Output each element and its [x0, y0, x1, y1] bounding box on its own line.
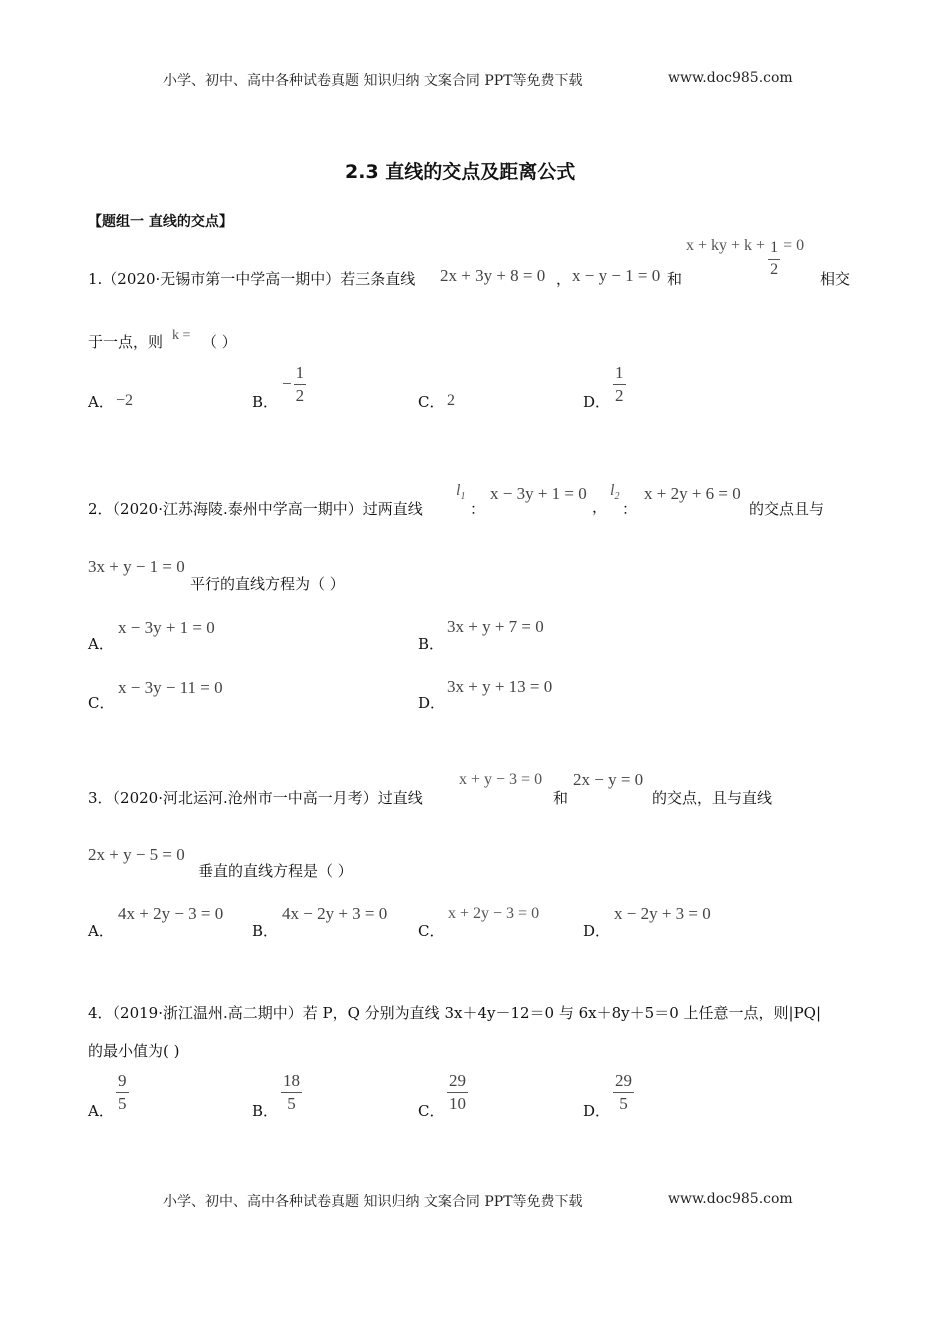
- q1-var: k =: [172, 328, 191, 343]
- q1-option-d: [613, 364, 626, 405]
- q3-option-b-label: B．: [252, 922, 279, 940]
- q4-option-d: [613, 1072, 634, 1113]
- q1-eq3-left: x + ky + k +: [686, 237, 766, 255]
- q3-option-b: 4x − 2y + 3 = 0: [282, 904, 388, 923]
- q1-option-d-den: 2: [615, 385, 624, 405]
- q1-eq3: [686, 237, 805, 279]
- q3-eq3: 2x + y − 5 = 0: [88, 845, 185, 864]
- q2-eq3: 3x + y − 1 = 0: [88, 557, 185, 576]
- q4-option-c-label: C．: [418, 1102, 445, 1120]
- q1-eq3-den: 2: [770, 260, 779, 278]
- q4-option-c-num: 29: [449, 1071, 466, 1090]
- q2-option-c: x − 3y − 11 = 0: [118, 678, 223, 697]
- q4-option-a-num: 9: [118, 1071, 127, 1090]
- q3-option-d: x − 2y + 3 = 0: [614, 904, 711, 923]
- q2-l1: [456, 482, 465, 502]
- q4-option-c-den: 10: [449, 1093, 466, 1113]
- q2-colon2: ：: [622, 500, 638, 518]
- q2-l1-letter: l: [456, 482, 461, 499]
- q2-option-c-label: C．: [88, 694, 115, 712]
- q1-paren: （ ）: [202, 333, 237, 351]
- q1-option-c: 2: [447, 392, 455, 409]
- q4-option-b-frac: [281, 1072, 302, 1113]
- q1-option-d-label: D．: [583, 393, 611, 411]
- q4-option-d-label: D．: [583, 1102, 611, 1120]
- q1-option-d-frac: [613, 364, 626, 405]
- q4-option-b-den: 5: [287, 1093, 296, 1113]
- q3-eq1: x + y − 3 = 0: [459, 771, 543, 788]
- q3-eq2: 2x − y = 0: [573, 770, 644, 789]
- q4-option-b-label: B．: [252, 1102, 279, 1120]
- q1-eq1: 2x + 3y + 8 = 0: [440, 266, 546, 285]
- q2-option-b: 3x + y + 7 = 0: [447, 617, 544, 636]
- q1-option-b: [282, 364, 306, 405]
- q4-option-a-den: 5: [118, 1093, 127, 1113]
- q1-option-a: −2: [116, 392, 134, 409]
- q3-option-d-label: D．: [583, 922, 611, 940]
- q3-and: 和: [553, 789, 569, 807]
- q3-tail: 的交点，且与直线: [652, 789, 773, 807]
- footer-url: www.doc985.com: [668, 1191, 793, 1207]
- q2-line2: 平行的直线方程为（ ）: [190, 575, 345, 593]
- q1-eq3-frac: [768, 240, 780, 279]
- q2-option-a-label: A．: [88, 635, 114, 653]
- q4-option-a-label: A．: [88, 1102, 114, 1120]
- q3-option-c-label: C．: [418, 922, 445, 940]
- q2-option-d-label: D．: [418, 694, 446, 712]
- q1-eq2: x − y − 1 = 0: [572, 266, 661, 285]
- q2-l2-letter: l: [610, 482, 615, 499]
- q2-l1-sub: 1: [460, 491, 466, 503]
- q2-stem: 2．（2020·江苏海陵.泰州中学高一期中）过两直线: [88, 500, 423, 518]
- q3-option-a: 4x + 2y − 3 = 0: [118, 904, 224, 923]
- q2-option-a: x − 3y + 1 = 0: [118, 618, 215, 637]
- q4-option-d-den: 5: [619, 1093, 628, 1113]
- q4-option-a: [116, 1072, 129, 1113]
- q4-option-d-frac: [613, 1072, 634, 1113]
- q4-stem: 4．（2019·浙江温州.高二期中）若 P，Q 分别为直线 3x＋4y－12＝0 与 6x＋8y＋5＝0 上任意一点，则|PQ|: [88, 1004, 822, 1022]
- q4-option-a-frac: [116, 1072, 129, 1113]
- q4-line2: 的最小值为( ): [88, 1042, 180, 1060]
- q2-colon1: ：: [470, 500, 486, 518]
- q4-option-c-frac: [447, 1072, 468, 1113]
- q1-sep: ，: [556, 270, 572, 288]
- q1-eq3-right: = 0: [783, 237, 805, 255]
- header-url: www.doc985.com: [668, 70, 793, 86]
- footer-text: 小学、初中、高中各种试卷真题 知识归纳 文案合同 PPT等免费下载: [163, 1194, 583, 1210]
- q3-option-a-label: A．: [88, 922, 114, 940]
- q2-eq2: x + 2y + 6 = 0: [644, 484, 741, 503]
- page-title: 2.3 直线的交点及距离公式: [345, 161, 576, 183]
- q1-line2: 于一点，则: [88, 333, 164, 351]
- q1-option-d-num: 1: [615, 363, 624, 382]
- q2-option-b-label: B．: [418, 635, 445, 653]
- q2-tail: 的交点且与: [749, 500, 825, 518]
- q1-option-b-frac: [294, 364, 307, 405]
- q3-stem: 3．（2020·河北运河.沧州市一中高一月考）过直线: [88, 789, 423, 807]
- q4-option-b-num: 18: [283, 1071, 300, 1090]
- q2-option-d: 3x + y + 13 = 0: [447, 677, 553, 696]
- q1-option-b-label: B．: [252, 393, 279, 411]
- q2-comma: ，: [592, 498, 608, 516]
- q2-l2: [610, 482, 619, 502]
- q2-l2-sub: 2: [614, 491, 620, 503]
- q1-option-b-sign: −: [282, 374, 292, 394]
- q4-option-c: [447, 1072, 468, 1113]
- q3-option-c: x + 2y − 3 = 0: [448, 905, 540, 922]
- q1-option-b-num: 1: [295, 363, 305, 382]
- section-heading: 【题组一 直线的交点】: [88, 214, 233, 230]
- q1-option-c-label: C．: [418, 393, 445, 411]
- q1-option-b-den: 2: [295, 385, 305, 405]
- q1-stem: 1.（2020·无锡市第一中学高一期中）若三条直线: [88, 270, 416, 288]
- q4-option-b: [281, 1072, 302, 1113]
- q1-option-a-label: A．: [88, 393, 114, 411]
- header-text: 小学、初中、高中各种试卷真题 知识归纳 文案合同 PPT等免费下载: [163, 73, 583, 89]
- q4-option-d-num: 29: [615, 1071, 632, 1090]
- q1-tail: 相交: [820, 270, 851, 288]
- q1-and: 和: [667, 270, 683, 288]
- q2-eq1: x − 3y + 1 = 0: [490, 484, 587, 503]
- q3-line2: 垂直的直线方程是（ ）: [198, 862, 353, 880]
- q1-eq3-num: 1: [770, 239, 779, 256]
